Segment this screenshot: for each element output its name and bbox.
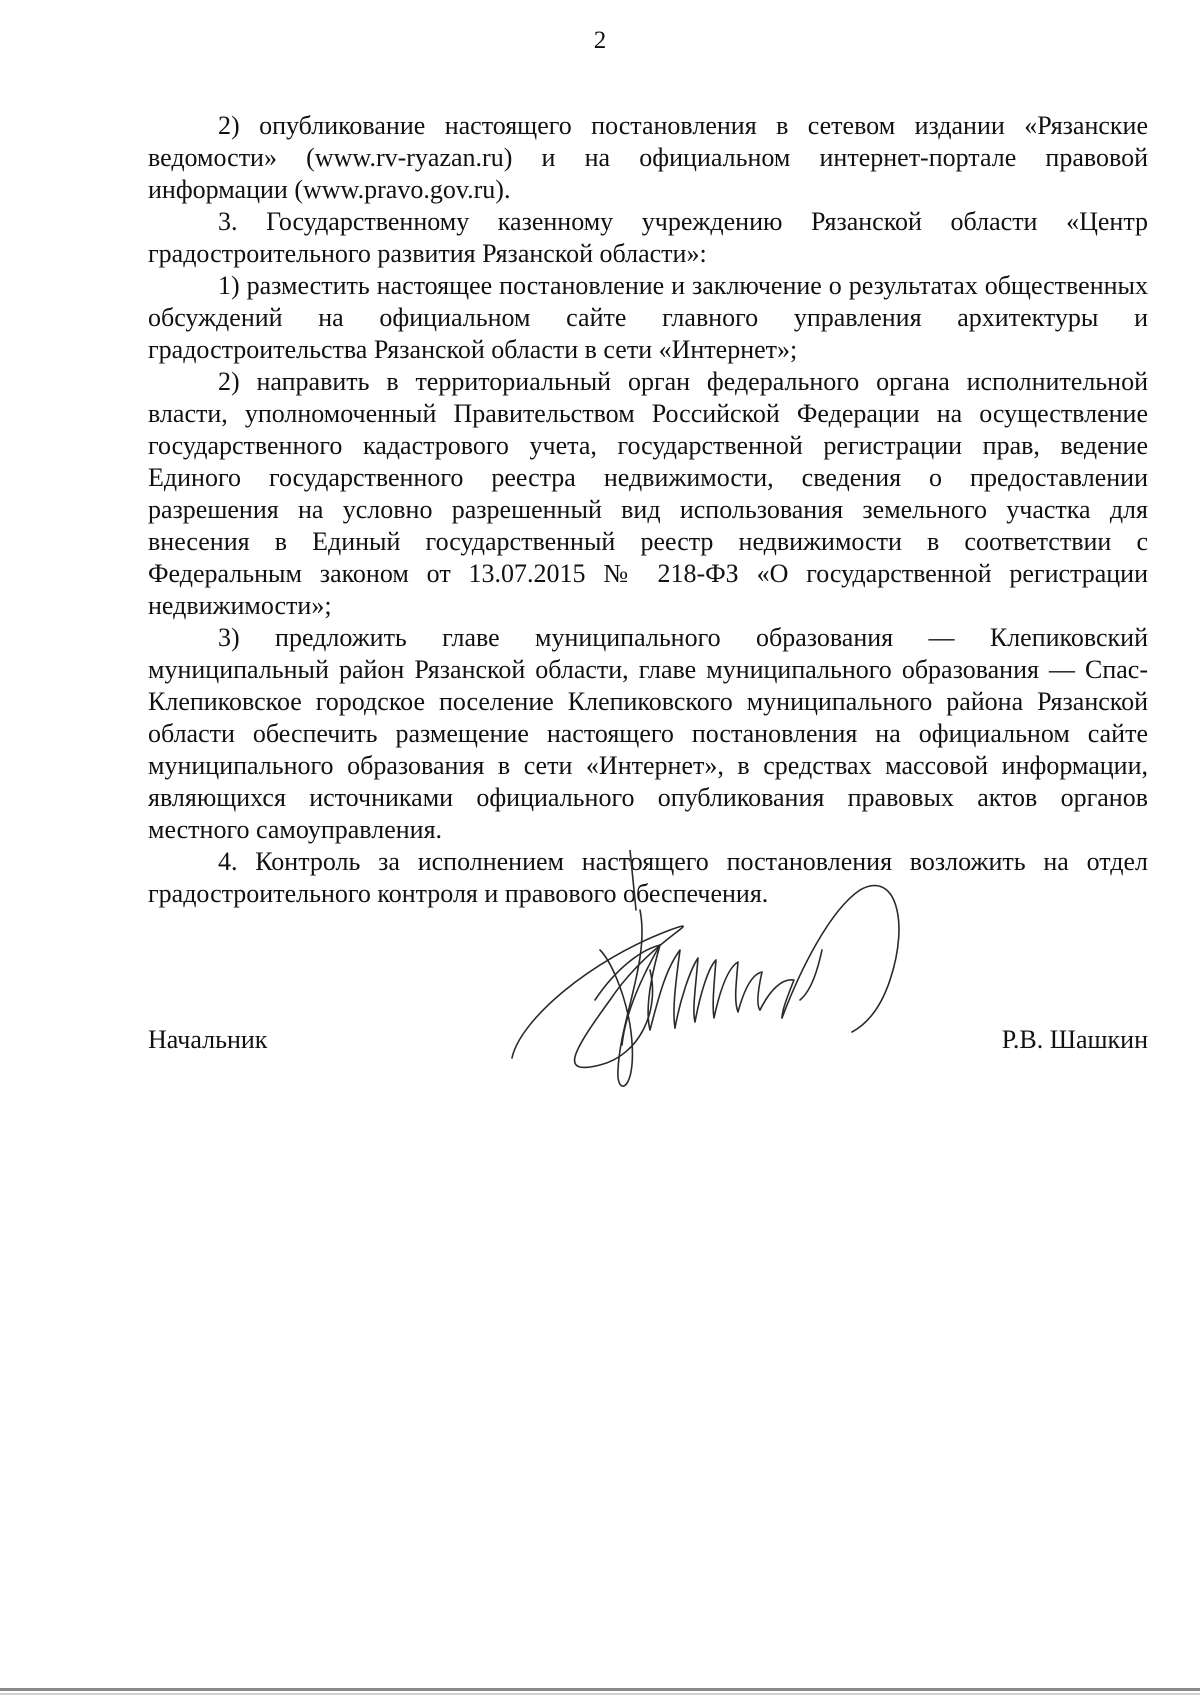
signatory-title: Начальник: [148, 1025, 268, 1054]
paragraph-publication: 2) опубликование настоящего постановления в сетевом издании «Рязанские ведомости» (www.rv-ryazan.ru) и на официальном интернет-портале правовой информации (www.pravo.gov.ru).: [148, 111, 1148, 204]
signatory-name: Р.В. Шашкин: [1001, 1025, 1148, 1054]
page-number: 2: [593, 27, 607, 54]
paragraph-item-3-2: 2) направить в территориальный орган федерального органа исполнительной власти, уполномоченный Правительством Российской Федерации на осуществление государственного кадастрового учета, государственной регистрации прав, ведение Единого государственного реестра недвижимости, сведения о предоставлении разрешения на условно разрешенный вид использования земельного участка для внесения в Единый государственный реестр недвижимости в соответствии с Федеральным законом от 13.07.2015 № 218-ФЗ «О государственной регистрации недвижимости»;: [148, 367, 1148, 620]
scan-edge-line: [0, 1688, 1200, 1691]
paragraph-item-3: 3. Государственному казенному учреждению Рязанской области «Центр градостроительного развития Рязанской области»:: [148, 207, 1148, 268]
signature-row: [148, 1023, 1148, 1057]
paragraph-item-3-1: 1) разместить настоящее постановление и заключение о результатах общественных обсуждений на официальном сайте главного управления архитектуры и градостроительства Рязанской области в сети «Интернет»;: [148, 271, 1148, 364]
paragraph-item-4: 4. Контроль за исполнением настоящего постановления возложить на отдел градостроительного контроля и правового обеспечения.: [148, 847, 1148, 908]
handwritten-signature: [500, 850, 940, 1120]
document-body: [148, 110, 1148, 910]
paragraph-item-3-3: 3) предложить главе муниципального образования — Клепиковский муниципальный район Рязанской области, главе муниципального образования — Спас-Клепиковское городское поселение Клепиковского муниципального района Рязанской области обеспечить размещение настоящего постановления на официальном сайте муниципального образования в сети «Интернет», в средствах массовой информации, являющихся источниками официального опубликования правовых актов органов местного самоуправления.: [148, 623, 1148, 844]
scan-edge-line-light: [0, 1693, 1200, 1695]
